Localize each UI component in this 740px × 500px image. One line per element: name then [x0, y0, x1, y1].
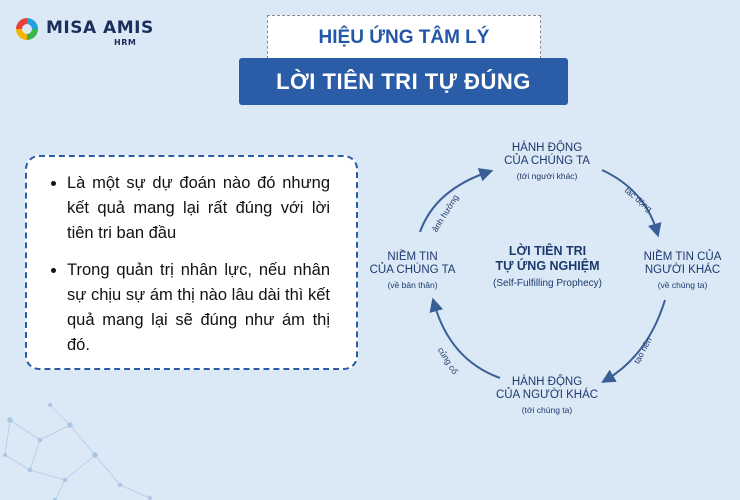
network-decoration	[3, 403, 152, 500]
node-left	[360, 251, 465, 292]
node-bottom-line2: CỦA NGƯỜI KHÁC	[495, 389, 599, 401]
node-bottom-sub: (tới chúng ta)	[521, 405, 573, 415]
node-bottom-line1: HÀNH ĐỘNG	[511, 376, 583, 388]
node-right-line2: NGƯỜI KHÁC	[644, 264, 721, 276]
center-sub: (Self-Fulfilling Prophecy)	[493, 278, 602, 289]
node-left-line2: CỦA CHÚNG TA	[369, 264, 456, 276]
info-bullet-list	[45, 171, 330, 358]
node-right-line1: NIỀM TIN CỦA	[643, 251, 722, 263]
title-main: LỜI TIÊN TRI TỰ ĐÚNG	[239, 58, 568, 105]
node-right	[630, 251, 735, 292]
info-bullet-2: • Trong quản trị nhân lực, nếu nhân sự chịu sự ám thị nào lâu dài thì kết quả mang lại sẽ đúng như ám thị đó.	[67, 258, 330, 358]
title-top: HIỆU ỨNG TÂM LÝ	[267, 15, 541, 59]
center-line2: TỰ ỨNG NGHIỆM	[495, 259, 600, 273]
cycle-center	[480, 244, 615, 291]
node-left-line1: NIỀM TIN	[387, 251, 438, 263]
edge-label-right-bottom: tạo nên	[631, 335, 654, 366]
node-top	[487, 142, 607, 183]
info-bullet-1: • Là một sự dự đoán nào đó nhưng kết quả mang lại rất đúng với lời tiên tri ban đầu	[67, 171, 330, 246]
edge-label-bottom-left: củng cố	[435, 345, 461, 376]
edge-label-top-right: tác động	[622, 185, 655, 214]
info-box	[25, 155, 358, 370]
node-right-sub: (về chúng ta)	[657, 280, 708, 290]
edge-label-left-top: ảnh hưởng	[429, 192, 461, 234]
center-line1: LỜI TIÊN TRI	[508, 244, 587, 258]
arrow-bottom-to-left	[434, 303, 500, 378]
node-top-sub: (tới người khác)	[516, 171, 578, 181]
brand-logo	[14, 14, 164, 50]
brand-sub: HRM	[114, 38, 137, 47]
arrow-right-to-bottom	[606, 300, 665, 380]
node-top-line1: HÀNH ĐỘNG	[511, 142, 583, 154]
brand-name: MISA AMIS	[46, 18, 154, 38]
node-left-sub: (về bản thân)	[387, 280, 438, 290]
node-top-line2: CỦA CHÚNG TA	[504, 155, 590, 167]
misa-logo-icon	[14, 16, 40, 42]
node-bottom	[487, 376, 607, 417]
